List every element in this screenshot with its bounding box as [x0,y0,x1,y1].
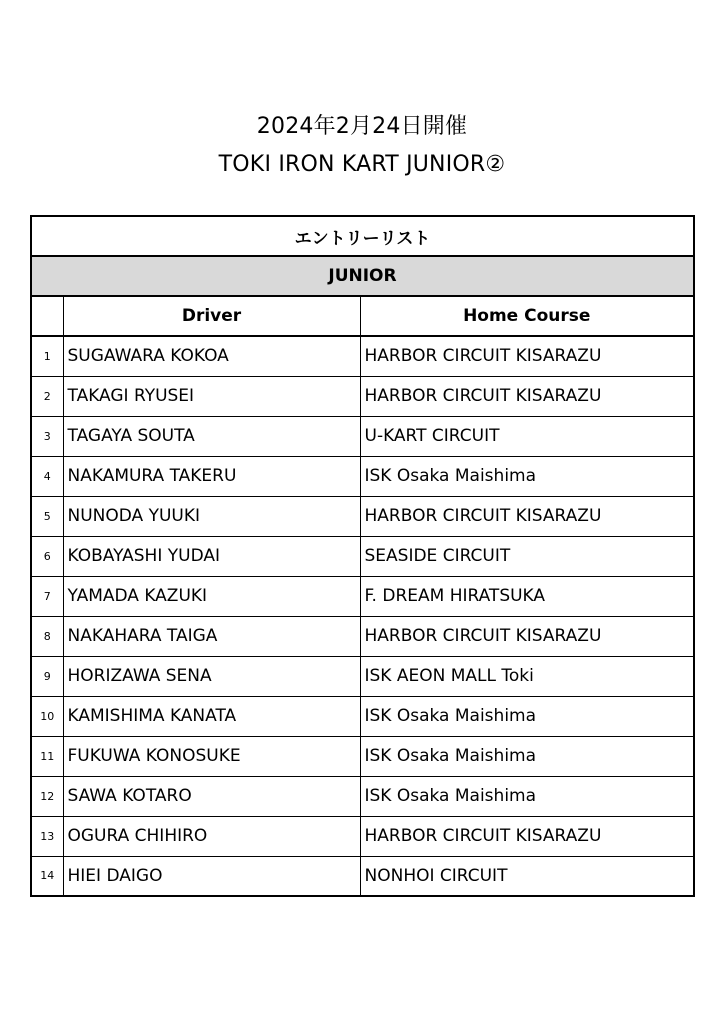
document-header [0,108,724,184]
home-course: ISK Osaka Maishima [360,456,694,496]
home-course: U-KART CIRCUIT [360,416,694,456]
driver-name: OGURA CHIHIRO [63,816,360,856]
entry-number: 10 [31,696,63,736]
entry-number: 7 [31,576,63,616]
event-date: 2024年2月24日開催 [256,114,468,139]
table-caption-row [31,216,694,256]
driver-name: SAWA KOTARO [63,776,360,816]
table-row [31,736,694,776]
home-course: HARBOR CIRCUIT KISARAZU [360,816,694,856]
entry-number: 12 [31,776,63,816]
entry-number: 3 [31,416,63,456]
entry-number: 4 [31,456,63,496]
driver-name: HIEI DAIGO [63,856,360,896]
entry-number: 1 [31,336,63,376]
home-course: SEASIDE CIRCUIT [360,536,694,576]
home-course: HARBOR CIRCUIT KISARAZU [360,616,694,656]
entry-number: 11 [31,736,63,776]
driver-column-header: Driver [63,296,360,336]
driver-name: NAKAMURA TAKERU [63,456,360,496]
driver-name: SUGAWARA KOKOA [63,336,360,376]
table-row [31,336,694,376]
home-course: ISK Osaka Maishima [360,776,694,816]
home-course: F. DREAM HIRATSUKA [360,576,694,616]
table-row [31,376,694,416]
home-course: NONHOI CIRCUIT [360,856,694,896]
home-course: ISK AEON MALL Toki [360,656,694,696]
home-course: ISK Osaka Maishima [360,736,694,776]
driver-name: HORIZAWA SENA [63,656,360,696]
table-row [31,696,694,736]
entry-number: 9 [31,656,63,696]
driver-name: FUKUWA KONOSUKE [63,736,360,776]
table-row [31,776,694,816]
driver-name: YAMADA KAZUKI [63,576,360,616]
driver-name: KOBAYASHI YUDAI [63,536,360,576]
home-course: HARBOR CIRCUIT KISARAZU [360,496,694,536]
number-column-header [31,296,63,336]
table-caption: エントリーリスト [31,216,694,256]
home-course: HARBOR CIRCUIT KISARAZU [360,376,694,416]
event-title: TOKI IRON KART JUNIOR② [218,152,506,177]
table-row [31,416,694,456]
entry-number: 6 [31,536,63,576]
entry-number: 13 [31,816,63,856]
table-row [31,816,694,856]
driver-name: NUNODA YUUKI [63,496,360,536]
table-row [31,856,694,896]
table-row [31,656,694,696]
table-row [31,456,694,496]
class-name: JUNIOR [31,256,694,296]
driver-name: TAKAGI RYUSEI [63,376,360,416]
table-row [31,616,694,656]
driver-name: KAMISHIMA KANATA [63,696,360,736]
table-row [31,536,694,576]
home-course-column-header: Home Course [360,296,694,336]
driver-name: TAGAYA SOUTA [63,416,360,456]
column-header-row [31,296,694,336]
class-row [31,256,694,296]
home-course: ISK Osaka Maishima [360,696,694,736]
entry-list-table [30,215,695,897]
entry-number: 8 [31,616,63,656]
driver-name: NAKAHARA TAIGA [63,616,360,656]
entry-number: 5 [31,496,63,536]
entry-number: 2 [31,376,63,416]
table-row [31,576,694,616]
entry-number: 14 [31,856,63,896]
table-row [31,496,694,536]
home-course: HARBOR CIRCUIT KISARAZU [360,336,694,376]
